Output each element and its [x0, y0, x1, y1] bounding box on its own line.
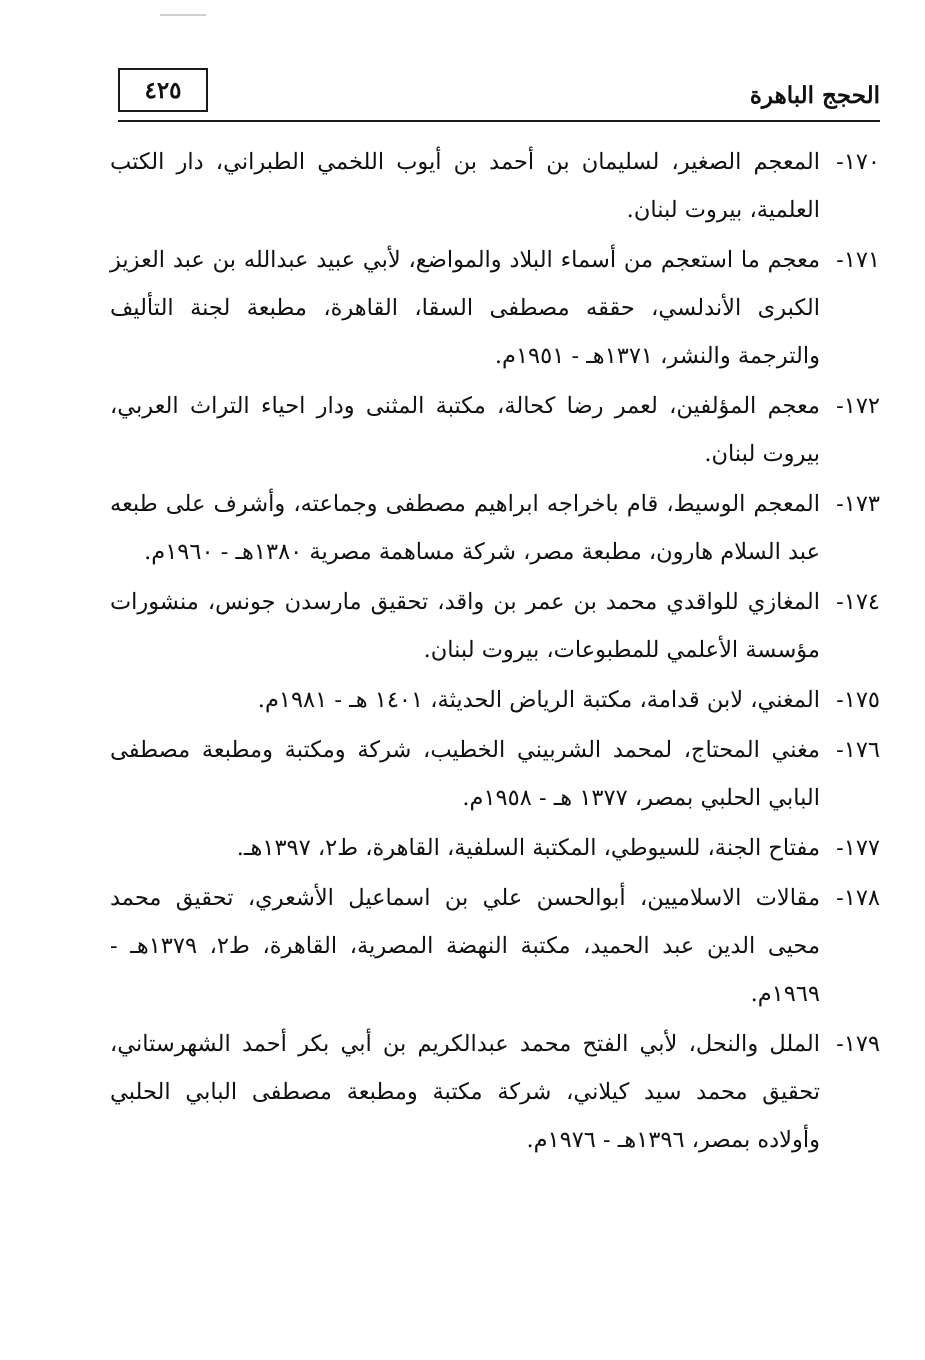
reference-number: ١٧٨-	[836, 885, 880, 911]
reference-entry	[110, 578, 880, 674]
reference-number: ١٧٩-	[836, 1031, 880, 1057]
reference-number: ١٧١-	[836, 247, 880, 273]
reference-number: ١٧٤-	[836, 589, 880, 615]
running-title: الحجج الباهرة	[749, 82, 880, 109]
reference-entry	[110, 382, 880, 478]
reference-text: معجم ما استعجم من أسماء البلاد والمواضع، لأبي عبيد عبدالله بن عبد العزيز الكبرى الأندلسي، حققه مصطفى السقا، القاهرة، مطبعة لجنة التأليف والترجمة والنشر، ١٣٧١هـ - ١٩٥١م.	[110, 247, 820, 369]
reference-entry	[110, 480, 880, 576]
reference-text: المغازي للواقدي محمد بن عمر بن واقد، تحقيق مارسدن جونس، منشورات مؤسسة الأعلمي للمطبوعات، بيروت لبنان.	[110, 589, 820, 663]
reference-text: المغني، لابن قدامة، مكتبة الرياض الحديثة، ١٤٠١ هـ - ١٩٨١م.	[257, 687, 820, 713]
page-header	[118, 68, 880, 126]
reference-number: ١٧٢-	[836, 393, 880, 419]
reference-number: ١٧٥-	[836, 687, 880, 713]
reference-entry	[110, 824, 880, 872]
reference-text: مغني المحتاج، لمحمد الشربيني الخطيب، شركة ومكتبة ومطبعة مصطفى البابي الحلبي بمصر، ١٣٧٧ هـ - ١٩٥٨م.	[110, 737, 820, 811]
reference-text: معجم المؤلفين، لعمر رضا كحالة، مكتبة المثنى ودار احياء التراث العربي، بيروت لبنان.	[110, 393, 820, 467]
reference-text: مفتاح الجنة، للسيوطي، المكتبة السلفية، القاهرة، ط٢، ١٣٩٧هـ.	[236, 835, 820, 861]
reference-entry	[110, 676, 880, 724]
reference-text: المعجم الصغير، لسليمان بن أحمد بن أيوب اللخمي الطبراني، دار الكتب العلمية، بيروت لبنان.	[110, 149, 820, 223]
reference-entry	[110, 1020, 880, 1164]
page-number: ٤٢٥	[118, 68, 208, 112]
reference-number: ١٧٠-	[836, 149, 880, 175]
reference-number: ١٧٣-	[836, 491, 880, 517]
reference-entry	[110, 874, 880, 1018]
scan-mark	[160, 14, 206, 16]
header-rule	[118, 120, 880, 122]
reference-number: ١٧٧-	[836, 835, 880, 861]
reference-entry	[110, 726, 880, 822]
reference-list	[110, 138, 880, 1166]
reference-entry	[110, 138, 880, 234]
reference-entry	[110, 236, 880, 380]
reference-text: المعجم الوسيط، قام باخراجه ابراهيم مصطفى وجماعته، وأشرف على طبعه عبد السلام هارون، مطبعة مصر، شركة مساهمة مصرية ١٣٨٠هـ - ١٩٦٠م.	[110, 491, 820, 565]
reference-text: الملل والنحل، لأبي الفتح محمد عبدالكريم بن أبي بكر أحمد الشهرستاني، تحقيق محمد سيد كيلاني، شركة مكتبة ومطبعة مصطفى البابي الحلبي وأولاده بمصر، ١٣٩٦هـ - ١٩٧٦م.	[110, 1031, 820, 1153]
reference-text: مقالات الاسلاميين، أبوالحسن علي بن اسماعيل الأشعري، تحقيق محمد محيى الدين عبد الحميد، مكتبة النهضة المصرية، القاهرة، ط٢، ١٣٧٩هـ - ١٩٦٩م.	[110, 885, 820, 1007]
reference-number: ١٧٦-	[836, 737, 880, 763]
